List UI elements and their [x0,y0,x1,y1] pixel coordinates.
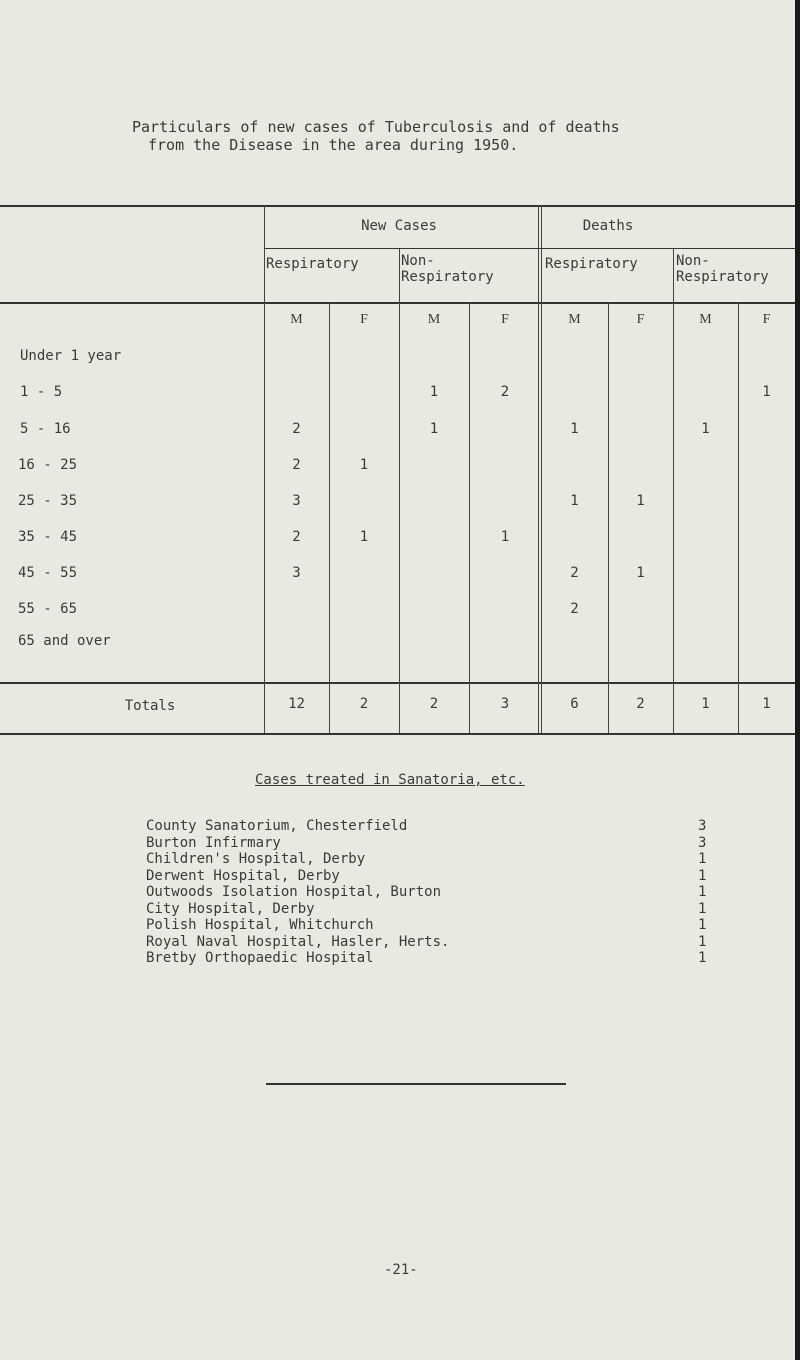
row-label: 25 - 35 [18,493,78,509]
sanatorium-count: 3 [698,834,707,851]
total-cell: 1 [762,696,771,712]
column-rule [608,302,609,733]
column-rule [673,249,674,733]
total-cell: 1 [701,696,710,712]
table-cell: 2 [570,565,579,581]
scan-edge [795,0,800,1360]
sub-header: Non- Respiratory [401,253,494,285]
sanatorium-name: Bretby Orthopaedic Hospital [146,950,374,966]
sex-header: F [360,312,368,327]
sex-header: M [290,312,303,327]
totals-top-rule [0,682,795,684]
row-label: 16 - 25 [18,457,78,473]
total-cell: 2 [359,696,369,712]
sex-header: M [699,312,712,327]
sex-header: M [568,312,581,327]
sanatorium-count: 1 [698,950,707,966]
table-cell: 1 [762,384,771,400]
title-line-2: from the Disease in the area during 1950. [148,136,519,154]
sanatoria-counts [698,818,706,967]
table-cell: 1 [701,421,710,437]
column-rule [541,205,542,733]
row-label: 45 - 55 [18,565,78,581]
column-rule [329,302,330,733]
sanatorium-name: City Hospital, Derby [146,900,315,917]
sex-header: F [501,312,509,327]
header-rule [0,302,795,304]
sub-header: Respiratory [266,256,359,272]
table-cell: 2 [500,384,510,400]
table-cell: 3 [292,493,301,509]
column-rule [399,249,400,733]
sanatorium-count: 1 [698,900,707,917]
column-rule [469,302,470,733]
group-header: Deaths [582,218,634,234]
sanatorium-count: 1 [698,867,707,884]
table-cell: 1 [500,529,510,545]
sanatorium-count: 1 [698,917,707,933]
table-cell: 1 [359,457,369,473]
sanatorium-name: Polish Hospital, Whitchurch [146,917,374,933]
title-line-1: Particulars of new cases of Tuberculosis and of deaths [132,118,620,136]
table-cell: 1 [429,421,439,437]
total-cell: 3 [500,696,510,712]
sanatorium-name: Burton Infirmary [146,834,281,851]
row-label: 1 - 5 [20,384,63,400]
sub-header: Non- Respiratory [676,253,769,285]
table-bottom-rule [0,733,795,735]
row-label: 65 and over [18,633,111,649]
row-label: 5 - 16 [20,421,71,437]
table-top-rule [0,205,795,207]
total-cell: 12 [288,696,305,712]
sex-header: F [762,312,771,327]
table-cell: 1 [636,493,645,509]
column-rule [538,205,539,733]
sanatorium-count: 3 [698,818,707,834]
sanatorium-count: 1 [698,851,707,867]
column-rule [738,302,739,733]
row-label: 55 - 65 [18,601,78,617]
table-cell: 2 [570,601,579,617]
sex-header: F [636,312,645,327]
table-cell: 2 [292,529,301,545]
sanatorium-count: 1 [698,933,707,950]
sanatorium-name: County Sanatorium, Chesterfield [146,818,408,834]
sanatoria-heading: Cases treated in Sanatoria, etc. [255,772,525,788]
page-number: -21- [384,1262,418,1278]
totals-label: Totals [124,698,176,714]
table-cell: 2 [292,421,301,437]
table-cell: 1 [570,421,579,437]
divider [266,1083,566,1085]
table-cell: 1 [429,384,439,400]
sub-header: Respiratory [545,256,638,272]
group-header: New Cases [361,218,437,234]
sex-header: M [427,312,441,327]
total-cell: 2 [429,696,439,712]
row-label: Under 1 year [20,348,122,364]
sanatorium-count: 1 [698,884,707,900]
sanatoria-list [146,818,449,967]
group-header-rule [264,248,795,249]
sanatorium-name: Royal Naval Hospital, Hasler, Herts. [146,933,450,950]
table-cell: 2 [292,457,301,473]
sanatorium-name: Children's Hospital, Derby [146,851,366,867]
sanatorium-name: Derwent Hospital, Derby [146,867,340,884]
column-rule [264,205,265,733]
total-cell: 2 [636,696,645,712]
table-cell: 1 [570,493,579,509]
table-cell: 1 [359,529,369,545]
row-label: 35 - 45 [18,529,78,545]
table-cell: 3 [292,565,301,581]
sanatorium-name: Outwoods Isolation Hospital, Burton [146,884,442,900]
total-cell: 6 [570,696,579,712]
table-cell: 1 [636,565,645,581]
